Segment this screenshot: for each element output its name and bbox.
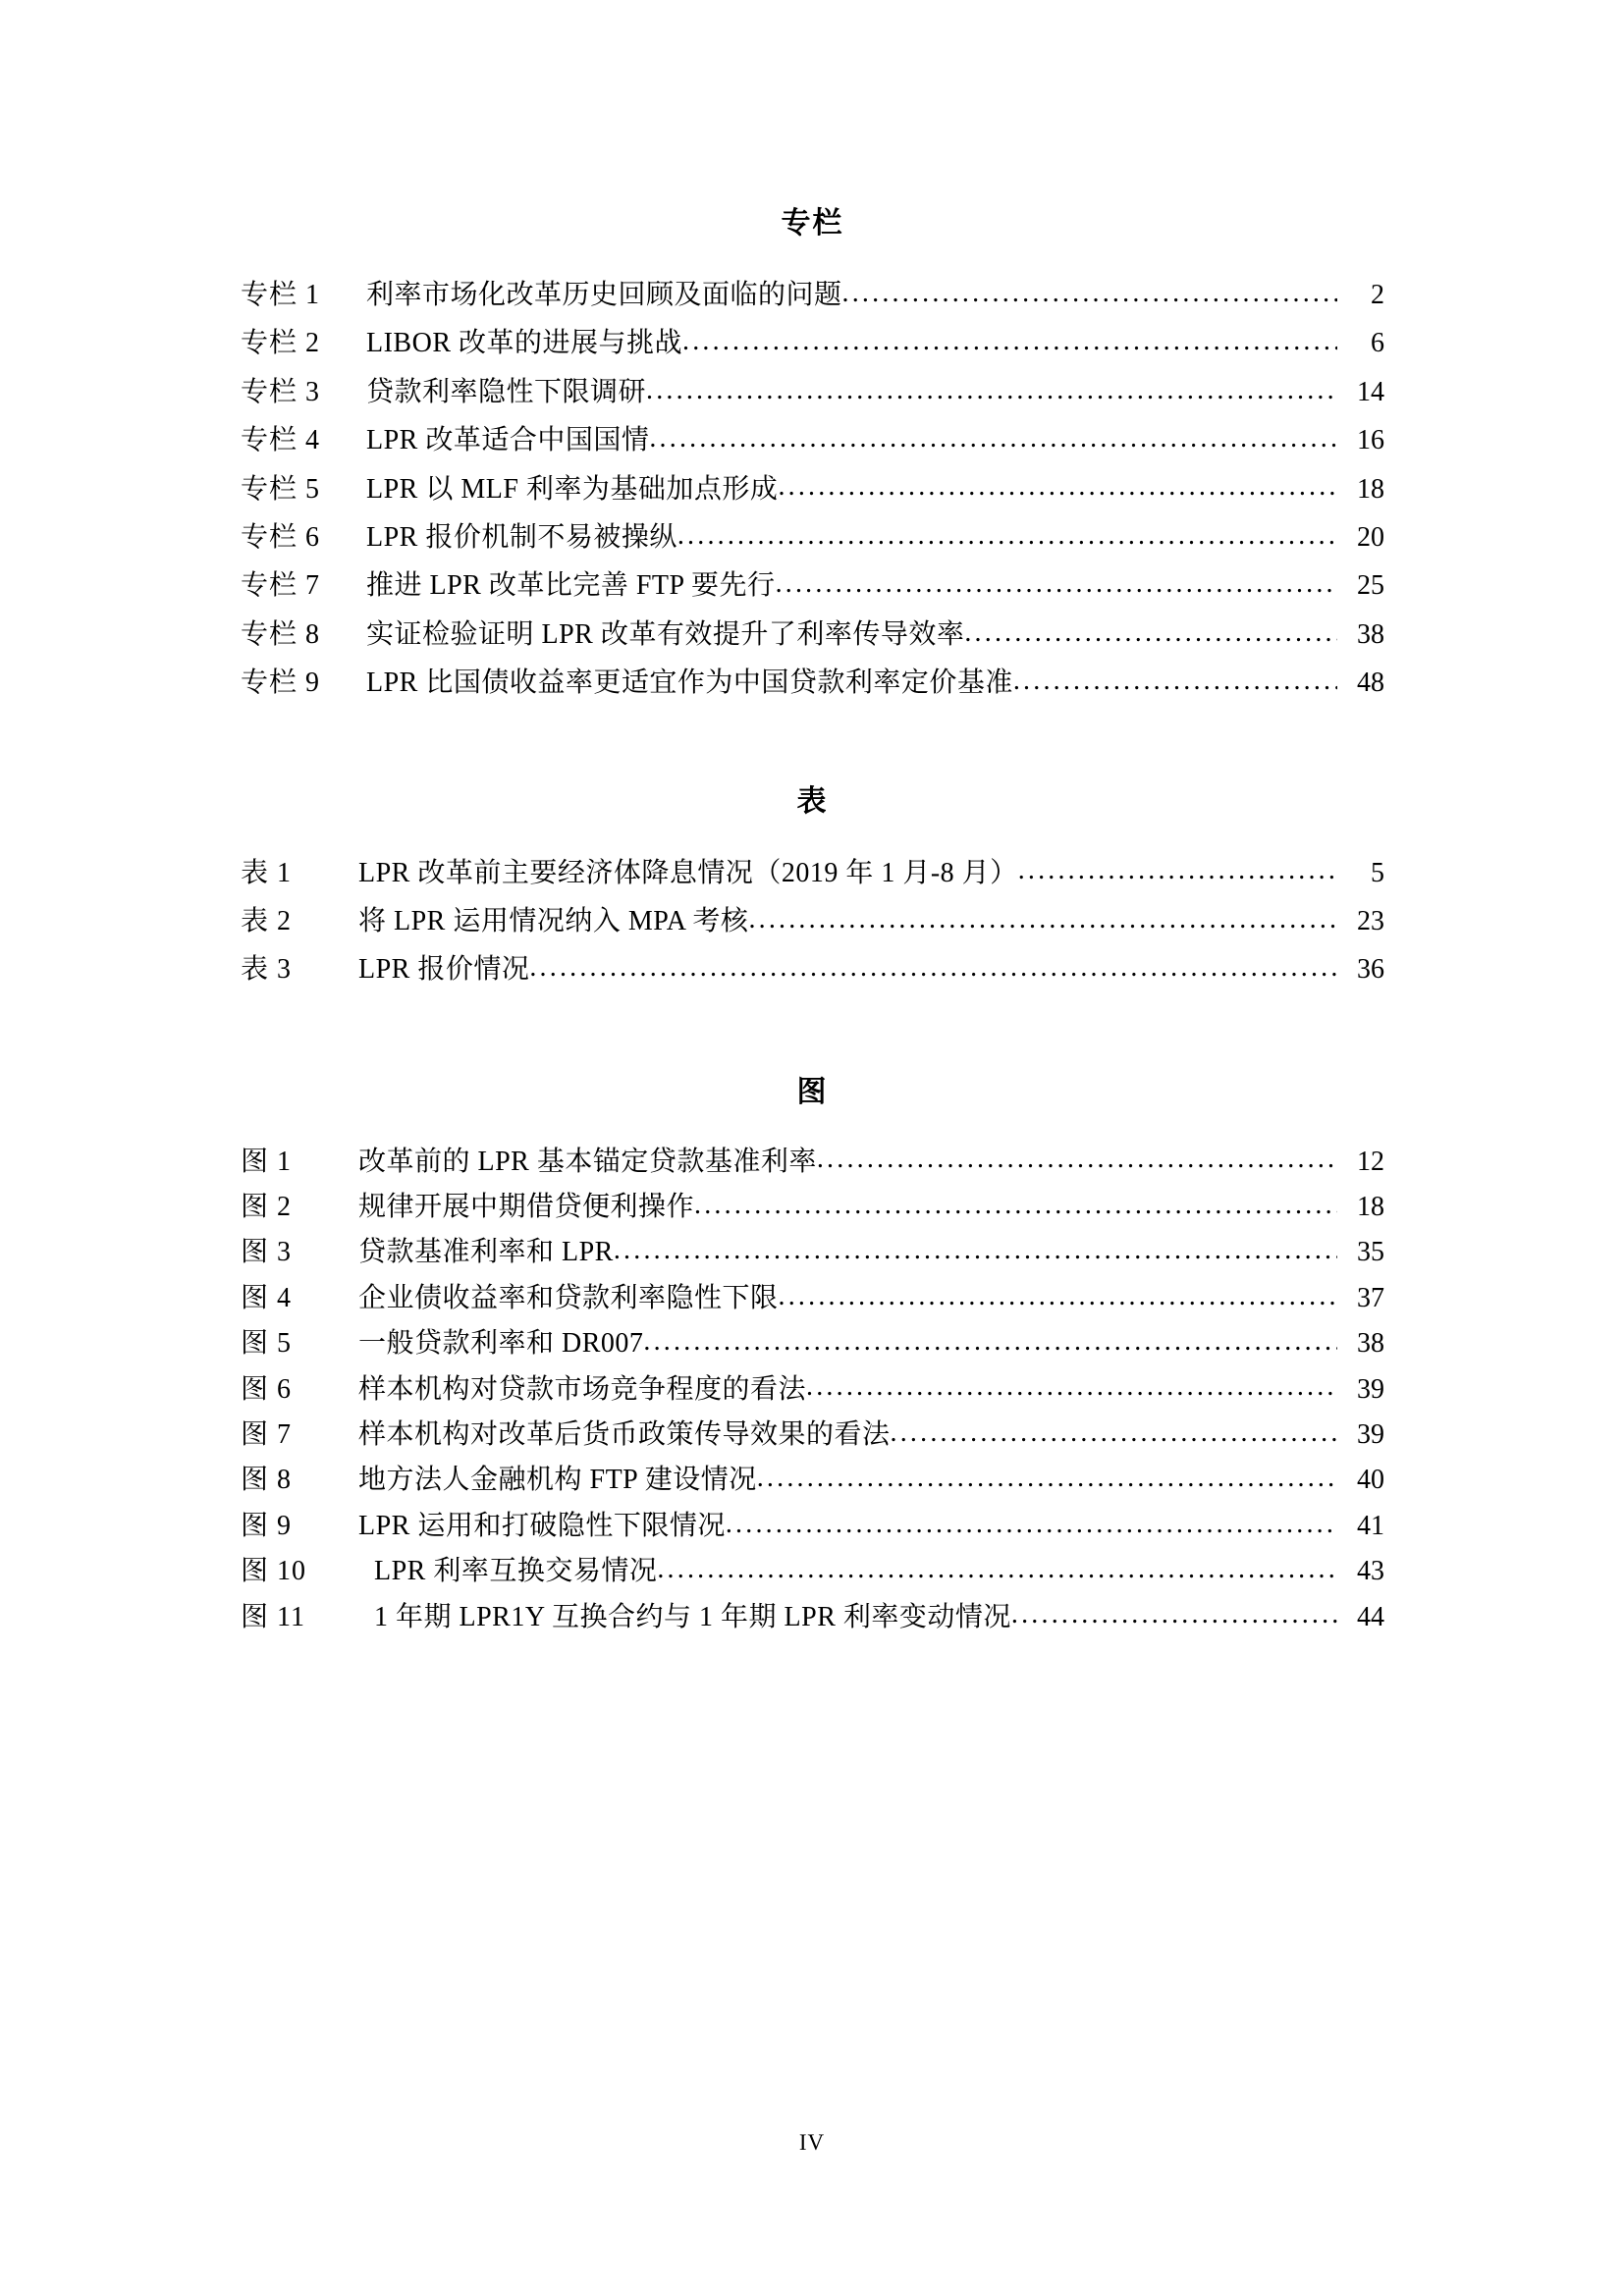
toc-leader-dots bbox=[614, 1240, 1337, 1267]
toc-entry-title: LPR 利率互换交易情况 bbox=[374, 1556, 658, 1587]
toc-entry[interactable] bbox=[241, 955, 1384, 984]
toc-entry-title: LPR 运用和打破隐性下限情况 bbox=[358, 1510, 726, 1541]
toc-entry-label: 表 1 bbox=[241, 857, 293, 888]
toc-entry-label: 表 3 bbox=[241, 954, 293, 986]
toc-entry-title: 改革前的 LPR 基本锚定贷款基准利率 bbox=[358, 1146, 817, 1177]
toc-entry-title: LPR 报价机制不易被操纵 bbox=[366, 521, 677, 553]
toc-entry-page: 44 bbox=[1357, 1601, 1384, 1632]
toc-leader-dots bbox=[748, 908, 1337, 935]
toc-entry[interactable] bbox=[241, 571, 1384, 600]
toc-leader-dots bbox=[964, 621, 1337, 649]
toc-entry-title: LPR 改革前主要经济体降息情况（2019 年 1 月-8 月） bbox=[358, 857, 1018, 888]
toc-entry-label: 图 5 bbox=[241, 1328, 293, 1360]
toc-entry-label: 专栏 9 bbox=[241, 667, 321, 699]
section-heading-tables: 表 bbox=[796, 784, 829, 818]
toc-leader-dots bbox=[817, 1148, 1337, 1176]
toc-entry[interactable] bbox=[241, 281, 1384, 309]
toc-entry-title: 利率市场化改革历史回顾及面临的问题 bbox=[366, 280, 842, 310]
toc-entry-label: 图 2 bbox=[241, 1192, 293, 1223]
toc-entry[interactable] bbox=[241, 1375, 1384, 1404]
toc-leader-dots bbox=[646, 379, 1337, 406]
toc-entry[interactable] bbox=[241, 1238, 1384, 1266]
toc-entry-page: 2 bbox=[1371, 280, 1384, 310]
section-heading-boxes: 专栏 bbox=[781, 207, 844, 240]
toc-leader-dots bbox=[776, 573, 1337, 601]
toc-entry-label: 图 8 bbox=[241, 1465, 293, 1496]
toc-entry[interactable] bbox=[241, 620, 1384, 649]
toc-entry-title: LPR 报价情况 bbox=[358, 954, 530, 986]
toc-entry[interactable] bbox=[241, 329, 1384, 357]
toc-entry-page: 38 bbox=[1357, 618, 1384, 650]
toc-content bbox=[241, 0, 1384, 1648]
toc-entry[interactable] bbox=[241, 475, 1384, 504]
toc-entry-page: 39 bbox=[1357, 1419, 1384, 1451]
toc-entry[interactable] bbox=[241, 1603, 1384, 1631]
toc-entry-label: 图 6 bbox=[241, 1373, 293, 1405]
toc-entry[interactable] bbox=[241, 1193, 1384, 1221]
toc-entry-page: 43 bbox=[1357, 1556, 1384, 1587]
toc-entry-title: 地方法人金融机构 FTP 建设情况 bbox=[358, 1465, 757, 1496]
toc-entry-title: 规律开展中期借贷便利操作 bbox=[358, 1192, 695, 1223]
toc-entry[interactable] bbox=[241, 1329, 1384, 1358]
toc-entry-page: 16 bbox=[1357, 425, 1384, 456]
toc-entry-page: 20 bbox=[1357, 521, 1384, 553]
toc-entry-page: 6 bbox=[1371, 328, 1384, 359]
toc-leader-dots bbox=[677, 524, 1337, 552]
toc-entry-label: 专栏 5 bbox=[241, 473, 321, 505]
toc-entry-title: 样本机构对改革后货币政策传导效果的看法 bbox=[358, 1419, 891, 1451]
toc-entry-title: 1 年期 LPR1Y 互换合约与 1 年期 LPR 利率变动情况 bbox=[374, 1601, 1011, 1632]
toc-entry-label: 专栏 2 bbox=[241, 328, 321, 359]
toc-entry-label: 专栏 4 bbox=[241, 425, 321, 456]
toc-entry[interactable] bbox=[241, 907, 1384, 935]
toc-entry-title: LIBOR 改革的进展与挑战 bbox=[366, 328, 683, 359]
toc-entry-label: 图 1 bbox=[241, 1146, 293, 1177]
toc-leader-dots bbox=[1013, 670, 1337, 698]
toc-entry-title: LPR 比国债收益率更适宜作为中国贷款利率定价基准 bbox=[366, 667, 1013, 699]
toc-entry[interactable] bbox=[241, 523, 1384, 552]
toc-entry-page: 18 bbox=[1357, 1192, 1384, 1223]
toc-entry-title: LPR 改革适合中国国情 bbox=[366, 425, 650, 456]
toc-entry-label: 图 7 bbox=[241, 1419, 293, 1451]
toc-leader-dots bbox=[726, 1513, 1337, 1540]
toc-entry-page: 38 bbox=[1357, 1328, 1384, 1360]
toc-entry-label: 图 11 bbox=[241, 1601, 305, 1632]
toc-entry-label: 专栏 6 bbox=[241, 521, 321, 553]
toc-entry-title: 贷款基准利率和 LPR bbox=[358, 1237, 614, 1268]
toc-leader-dots bbox=[1018, 860, 1337, 887]
toc-entry-title: 样本机构对贷款市场竞争程度的看法 bbox=[358, 1373, 807, 1405]
toc-entry-page: 35 bbox=[1357, 1237, 1384, 1268]
toc-list-tables bbox=[241, 859, 1384, 985]
toc-leader-dots bbox=[842, 282, 1337, 309]
toc-entry[interactable] bbox=[241, 426, 1384, 454]
toc-list-boxes bbox=[241, 281, 1384, 698]
toc-entry-label: 图 3 bbox=[241, 1237, 293, 1268]
toc-entry-page: 14 bbox=[1357, 376, 1384, 407]
toc-entry-page: 39 bbox=[1357, 1373, 1384, 1405]
toc-entry[interactable] bbox=[241, 1466, 1384, 1494]
toc-entry-title: LPR 以 MLF 利率为基础加点形成 bbox=[366, 473, 779, 505]
toc-entry-title: 将 LPR 运用情况纳入 MPA 考核 bbox=[358, 905, 749, 936]
toc-entry-page: 48 bbox=[1357, 667, 1384, 699]
toc-entry-label: 表 2 bbox=[241, 905, 293, 936]
toc-entry-label: 图 10 bbox=[241, 1556, 307, 1587]
toc-entry[interactable] bbox=[241, 1420, 1384, 1449]
toc-entry[interactable] bbox=[241, 1512, 1384, 1540]
toc-leader-dots bbox=[779, 1285, 1337, 1312]
toc-leader-dots bbox=[806, 1376, 1337, 1404]
toc-list-figures bbox=[241, 1148, 1384, 1631]
toc-entry-label: 专栏 8 bbox=[241, 618, 321, 650]
toc-entry-label: 专栏 3 bbox=[241, 376, 321, 407]
toc-leader-dots bbox=[643, 1331, 1337, 1359]
toc-entry-page: 25 bbox=[1357, 570, 1384, 602]
toc-entry-title: 实证检验证明 LPR 改革有效提升了利率传导效率 bbox=[366, 618, 965, 650]
toc-entry-label: 图 4 bbox=[241, 1282, 293, 1313]
toc-leader-dots bbox=[529, 957, 1337, 985]
toc-entry-title: 企业债收益率和贷款利率隐性下限 bbox=[358, 1282, 779, 1313]
toc-entry-label: 图 9 bbox=[241, 1510, 293, 1541]
toc-entry-page: 23 bbox=[1357, 905, 1384, 936]
toc-entry-page: 41 bbox=[1357, 1510, 1384, 1541]
toc-entry[interactable] bbox=[241, 859, 1384, 887]
toc-entry[interactable] bbox=[241, 378, 1384, 406]
toc-entry-label: 专栏 7 bbox=[241, 570, 321, 602]
toc-leader-dots bbox=[694, 1194, 1337, 1221]
toc-entry-page: 37 bbox=[1357, 1282, 1384, 1313]
toc-entry-page: 18 bbox=[1357, 473, 1384, 505]
toc-leader-dots bbox=[657, 1559, 1337, 1586]
toc-leader-dots bbox=[682, 331, 1337, 358]
toc-leader-dots bbox=[778, 476, 1337, 504]
toc-entry-label: 专栏 1 bbox=[241, 280, 321, 310]
toc-entry-page: 5 bbox=[1371, 857, 1384, 888]
toc-entry-page: 40 bbox=[1357, 1465, 1384, 1496]
toc-leader-dots bbox=[1011, 1604, 1337, 1631]
toc-entry[interactable] bbox=[241, 1284, 1384, 1312]
toc-entry[interactable] bbox=[241, 668, 1384, 697]
toc-entry-title: 贷款利率隐性下限调研 bbox=[366, 376, 647, 407]
toc-leader-dots bbox=[891, 1421, 1337, 1449]
toc-entry-page: 12 bbox=[1357, 1146, 1384, 1177]
toc-entry[interactable] bbox=[241, 1557, 1384, 1585]
toc-entry-title: 一般贷款利率和 DR007 bbox=[358, 1328, 644, 1360]
toc-entry[interactable] bbox=[241, 1148, 1384, 1176]
toc-leader-dots bbox=[757, 1468, 1337, 1495]
page-number-footer: IV bbox=[798, 2130, 826, 2155]
toc-entry-page: 36 bbox=[1357, 954, 1384, 986]
toc-entry-title: 推进 LPR 改革比完善 FTP 要先行 bbox=[366, 570, 776, 602]
section-heading-figures: 图 bbox=[796, 1075, 829, 1108]
toc-leader-dots bbox=[649, 428, 1337, 455]
